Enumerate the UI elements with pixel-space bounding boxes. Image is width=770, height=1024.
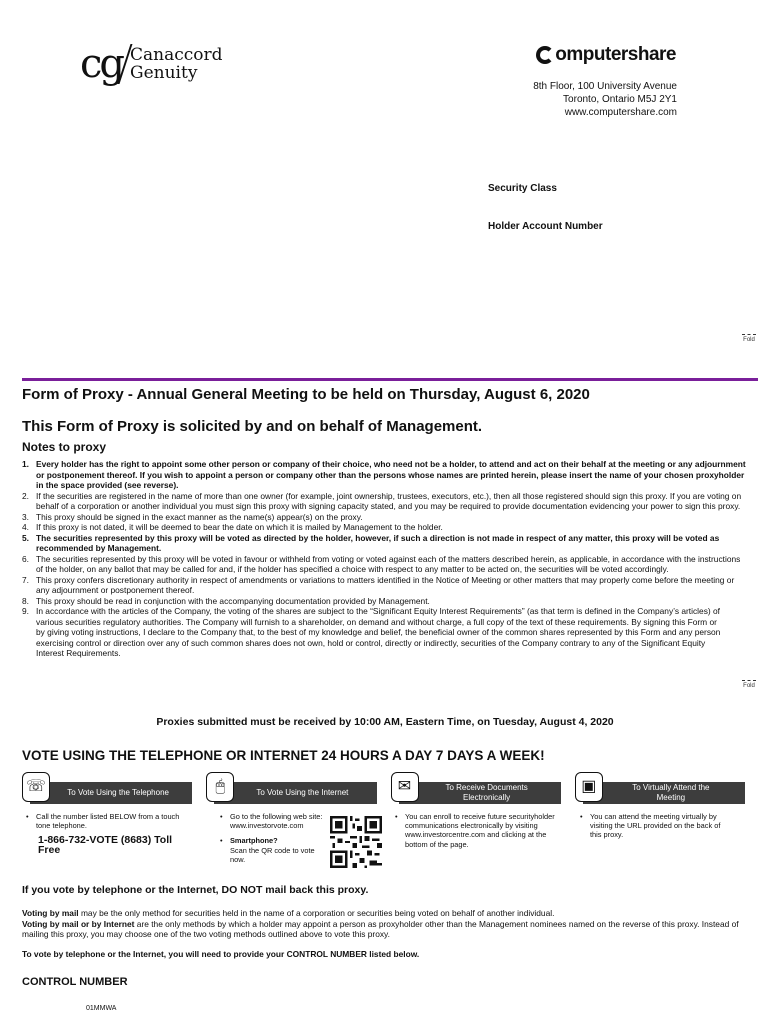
computershare-address — [533, 80, 677, 119]
cg-line1: Canaccord — [130, 45, 223, 65]
monitor-person-icon: ▣ — [575, 772, 603, 802]
documents-column: • You can enroll to receive future securityholder communications electronically by visiting www.investorcentre.com and clicking at the bottom of the page. — [395, 812, 565, 855]
mail-voting-paragraph: Voting by mail may be the only method for securities held in the name of a corporation or securities being voted on behalf of another individual. Voting by mail or by Internet are the only methods by which a holder may appoint a person as proxyholder other than the Management nominees named on the reverse of this proxy. Instead of mailing this proxy, you may choose one of the two voting methods outlined above to vote this proxy. — [22, 908, 739, 939]
fold-mark-top: Fold — [742, 334, 756, 344]
fold-mark-bottom: Fold — [742, 680, 756, 690]
telephone-instruction: Call the number listed BELOW from a touch tone telephone. — [36, 812, 180, 831]
deadline-notice: Proxies submitted must be received by 10:00 AM, Eastern Time, on Tuesday, August 4, 2020 — [156, 716, 614, 728]
qr-instruction: Scan the QR code to vote now. — [230, 845, 315, 864]
address-line-2: Toronto, Ontario M5J 2Y1 — [563, 94, 677, 105]
note-item: 1. Every holder has the right to appoint some other person or company of their choice, who need not be a holder, to attend and act on their behalf at the meeting or any adjournment or postponement thereof. If you wish to appoint a person or company other than the persons whose names are printed herein, please insert the name of your chosen proxyholder in the space provided (see reverse). — [22, 459, 746, 490]
tab-virtual: ▣ To Virtually Attend the Meeting — [583, 782, 745, 804]
phone-number[interactable]: 1-866-732-VOTE (8683) Toll Free — [38, 834, 173, 856]
telephone-column: • Call the number listed BELOW from a touch tone telephone. 1-866-732-VOTE (8683) Toll Free — [26, 812, 191, 855]
tab-documents: ✉ To Receive Documents Electronically — [399, 782, 561, 804]
computershare-c-icon — [536, 46, 554, 64]
documents-icon: ✉ — [391, 772, 419, 802]
control-number-instruction: To vote by telephone or the Internet, you will need to provide your CONTROL NUMBER listed below. — [22, 949, 420, 959]
do-not-mail-notice: If you vote by telephone or the Internet, DO NOT mail back this proxy. — [22, 884, 369, 896]
note-item: 2. If the securities are registered in the name of more than one owner (for example, joint ownership, trustees, executors, etc.), then all those registered should sign this proxy. If you are voting on behalf of a corporation or another individual you must sign this proxy with signing capacity stated, and you may be required to provide documentation evidencing your power to sign this proxy. — [22, 490, 742, 511]
voting-methods-bar — [25, 778, 745, 804]
documents-instruction[interactable]: You can enroll to receive future securityholder communications electronically by visiting www.investorcentre.com and clicking at the bottom of the page. — [405, 812, 555, 849]
cg-mark: cg — [80, 41, 123, 87]
virtual-instruction: You can attend the meeting virtually by visiting the URL provided on the back of this proxy. — [590, 812, 721, 840]
security-class-label: Security Class — [488, 183, 557, 194]
notes-list — [22, 459, 746, 659]
form-code: 01MMWA — [86, 1005, 117, 1012]
cg-line2: Genuity — [130, 63, 198, 83]
internet-column: • Go to the following web site: www.investorvote.com • Smartphone? Scan the QR code to vote now. — [220, 812, 325, 870]
address-line-3: www.computershare.com — [564, 107, 677, 118]
note-item: 5. The securities represented by this proxy will be voted as directed by the holder, however, if such a direction is not made in respect of any matter, this proxy will be voted as recommended by Management. — [22, 532, 720, 553]
tab-internet: 🖱 To Vote Using the Internet — [214, 782, 376, 804]
smartphone-label: Smartphone? — [230, 836, 278, 846]
mouse-icon: 🖱 — [206, 772, 234, 802]
note-item: 3. This proxy should be signed in the exact manner as the name(s) appear(s) on the proxy. — [22, 511, 363, 522]
computershare-wordmark: omputershare — [555, 44, 676, 65]
holder-account-label: Holder Account Number — [488, 221, 603, 232]
tab-telephone: ☏ To Vote Using the Telephone — [30, 782, 192, 804]
internet-instruction[interactable]: Go to the following web site: www.investorvote.com — [230, 812, 323, 831]
address-line-1: 8th Floor, 100 University Avenue — [533, 81, 677, 92]
phone-icon: ☏ — [22, 772, 50, 802]
note-item: 8. This proxy should be read in conjunction with the accompanying documentation provided by Management. — [22, 595, 430, 606]
notes-heading: Notes to proxy — [22, 440, 107, 454]
virtual-column: • You can attend the meeting virtually by visiting the URL provided on the back of this proxy. — [580, 812, 725, 846]
solicitation-heading: This Form of Proxy is solicited by and on behalf of Management. — [22, 418, 483, 435]
canaccord-genuity-logo — [80, 41, 223, 87]
qr-code[interactable] — [330, 816, 382, 868]
note-item: 9. In accordance with the articles of the Company, the voting of the shares are subject to the “Significant Equity Interest Requirements” (as that term is defined in the Company’s articles) of various securities regulatory authorities. The Company will furnish to a shareholder, on demand and without charge, a full copy of the text of these requirements. By signing this Form or by giving voting instructions, I declare to the Company that, to the best of my knowledge and belief, the beneficial owner of the common shares represented by this Form and any person exercising control or direction over any of such common shares does not own, hold or control, directly or indirectly, securities of the Company contrary to any of the Significant Equity Interest Requirements. — [22, 606, 721, 658]
vote-header: VOTE USING THE TELEPHONE OR INTERNET 24 HOURS A DAY 7 DAYS A WEEK! — [22, 748, 545, 763]
control-number-label: CONTROL NUMBER — [22, 976, 128, 988]
title-band — [22, 378, 758, 404]
page-title: Form of Proxy - Annual General Meeting to be held on Thursday, August 6, 2020 — [22, 386, 590, 403]
note-item: 7. This proxy confers discretionary authority in respect of amendments or variations to matters identified in the Notice of Meeting or other matters that may properly come before the meeting or any adjournment or postponement thereof. — [22, 574, 735, 595]
note-item: 4. If this proxy is not dated, it will be deemed to bear the date on which it is mailed by Management to the holder. — [22, 522, 443, 532]
note-item: 6. The securities represented by this proxy will be voted in favour or withheld from voting or voted against each of the matters described herein, as applicable, in accordance with the instructions of the holder, on any ballot that may be called for and, if the holder has specified a choice with respect to any matter to be acted on, the securities will be voted accordingly. — [22, 553, 741, 574]
computershare-logo — [536, 44, 676, 66]
